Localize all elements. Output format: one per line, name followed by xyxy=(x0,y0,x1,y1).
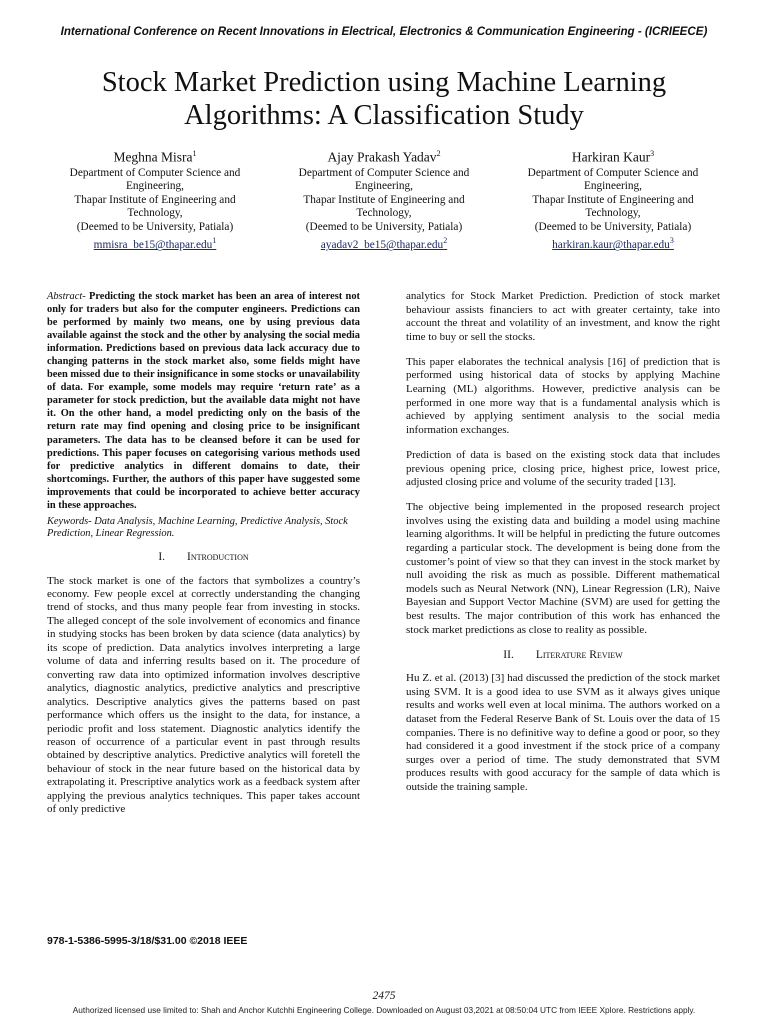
intro-paragraph: The stock market is one of the factors that symbolizes a country’s economy. Few people excel at correctly understanding the changing trend of stocks, and thus many people fear from investing in stocks. The alleged concept of the sole involvement of economics and finance in studying stocks has been broken by data science (data analytics) by its scope of prediction. Data analytics involves interpreting a large volume of data and inferring results based on it. The procedure of converting raw data into optimized information involves descriptive analytics, diagnostic analytics, predictive analytics and prescriptive analytics. Descriptive analytics gives the patterns based on past performance which offers us the insight to the data, for instance, a periodic profit and loss statement. Diagnostic analytics identify the reason of occurrence of a particular event in past through results obtained by descriptive analytics. Predictive analytics will foretell the behaviour of stock in the near future based on the historical data by extrapolating it. Prescriptive analytics work as a feedback system after applying the previous analytics techniques. This paper takes account of only predictive xyxy=(47,574,360,816)
author-institute: Thapar Institute of Engineering and xyxy=(532,193,694,206)
author-dept-cont: Engineering, xyxy=(583,180,643,193)
page-number: 2475 xyxy=(372,990,396,1002)
abstract-text: Predicting the stock market has been an area of interest not only for traders but also for the computer engineers. Predictions can be performed by mainly two means, one by using previous data available against the stock and the other by analysing the social media information. Predictions based on previous data lack accuracy due to changing patterns in the stock market also, some fields might have been missed due to their insignificance in some stocks or unavailability of data. For example, some models may require ‘return rate’ as a parameter for stock prediction, but the available data might not have it. On the other hand, a model predicting only on the basis of the return rate may find opening and closing price to be insignificant parameters. The data has to be cleansed before it can be used for predictions. This paper focuses on categorising various methods used for predictive analytics in different domains to date, their shortcomings. Further, the authors of this paper have suggested some improvements that could be incorporated to achieve better accuracy in these approaches. xyxy=(47,291,360,511)
title-line-2: Algorithms: A Classification Study xyxy=(184,100,584,131)
author-institute-cont: Technology, xyxy=(356,207,412,220)
author-name: Harkiran Kaur$^3$ xyxy=(571,149,655,165)
section-heading-introduction: I. Introduction xyxy=(158,550,249,563)
keywords: Keywords- Data Analysis, Machine Learning, Predictive Analysis, Stock Prediction, Linear Regression. xyxy=(47,515,348,540)
author-institute: Thapar Institute of Engineering and xyxy=(303,193,465,206)
author-dept: Department of Computer Science and xyxy=(527,166,699,179)
author-1 xyxy=(44,146,266,253)
body-paragraph: Prediction of data is based on the existing stock data that includes previous opening price, closing price, highest price, lowest price, adjusted closing price and volume of the security traded [13]. xyxy=(406,448,720,489)
conference-header: International Conference on Recent Innovations in Electrical, Electronics & Communication Engineering - (ICRIEECE) xyxy=(60,25,708,38)
isbn-copyright: 978-1-5386-5995-3/18/$31.00 ©2018 IEEE xyxy=(47,935,248,947)
paper-title xyxy=(40,66,728,132)
author-email-link[interactable]: ayadav2_be15@thapar.edu$^2$ xyxy=(320,236,448,252)
author-institute-cont: Technology, xyxy=(127,207,183,220)
author-3 xyxy=(502,146,724,253)
author-dept: Department of Computer Science and xyxy=(298,166,470,179)
body-paragraph: Hu Z. et al. (2013) [3] had discussed the prediction of the stock market using SVM. It is a good idea to use SVM as it always gives unique results and works well even at local minima. The authors worked on a dataset from the Federal Reserve Bank of St. Louis over the data of 15 companies. There is no definitive way to define a good or poor, so they had considered it a good investment if the stock price of a company surges over a period of time. The study demonstrated that SVM produces results with good accuracy for the sample of data which is outside the training sample. xyxy=(406,672,720,793)
author-deemed: (Deemed to be University, Patiala) xyxy=(534,220,692,233)
body-paragraph: analytics for Stock Market Prediction. Prediction of stock market behaviour assists financiers to act with greater certainty, take into account the threat and volatility of an investment, and know the right time to buy or sell the stocks. xyxy=(406,290,720,343)
author-block xyxy=(44,146,724,253)
author-email-link[interactable]: mmisra_be15@thapar.edu$^1$ xyxy=(93,236,217,252)
left-column xyxy=(47,290,360,827)
author-deemed: (Deemed to be University, Patiala) xyxy=(76,220,234,233)
author-institute: Thapar Institute of Engineering and xyxy=(74,193,236,206)
author-dept-cont: Engineering, xyxy=(354,180,414,193)
abstract xyxy=(47,290,360,512)
author-name: Meghna Misra$^1$ xyxy=(113,149,197,165)
author-institute-cont: Technology, xyxy=(585,207,641,220)
title-line-1: Stock Market Prediction using Machine Learning xyxy=(101,67,667,98)
abstract-lead: Abstract- xyxy=(47,291,86,302)
author-dept-cont: Engineering, xyxy=(125,180,185,193)
author-email-link[interactable]: harkiran.kaur@thapar.edu$^3$ xyxy=(552,236,674,252)
author-deemed: (Deemed to be University, Patiala) xyxy=(305,220,463,233)
author-2 xyxy=(273,146,495,253)
right-column xyxy=(406,290,720,806)
body-paragraph: This paper elaborates the technical analysis [16] of prediction that is performed using historical data of stocks by applying Machine Learning (ML) algorithms. However, predictive analysis can be performed in one more way that is a fundamental analysis which is achieved by applying sentiment analysis to the social media information exchanges. xyxy=(406,355,720,436)
author-dept: Department of Computer Science and xyxy=(69,166,241,179)
author-name: Ajay Prakash Yadav$^2$ xyxy=(327,149,441,165)
section-heading-literature-review: II. Literature Review xyxy=(503,648,623,661)
body-paragraph: The objective being implemented in the proposed research project involves using the existing data and building a model using machine learning algorithms. It will be helpful in predicting the future outcomes regarding a particular stock. The development is being done from the customer’s point of view so that they can invest in the stock market by null avoiding the risk as much as possible. Different mathematical models such as Neural Network (NN), Linear Regression (LR), Naive Bayesian and Support Vector Machine (SVM) are used for getting the best results. The major contribution of this work has enhanced the stock market predictions as close to reality as possible. xyxy=(406,501,720,636)
license-footer: Authorized licensed use limited to: Shah and Anchor Kutchhi Engineering College. Downloaded on August 03,2021 at 08:50:04 UTC from IEEE Xplore. Restrictions apply. xyxy=(72,1005,696,1015)
